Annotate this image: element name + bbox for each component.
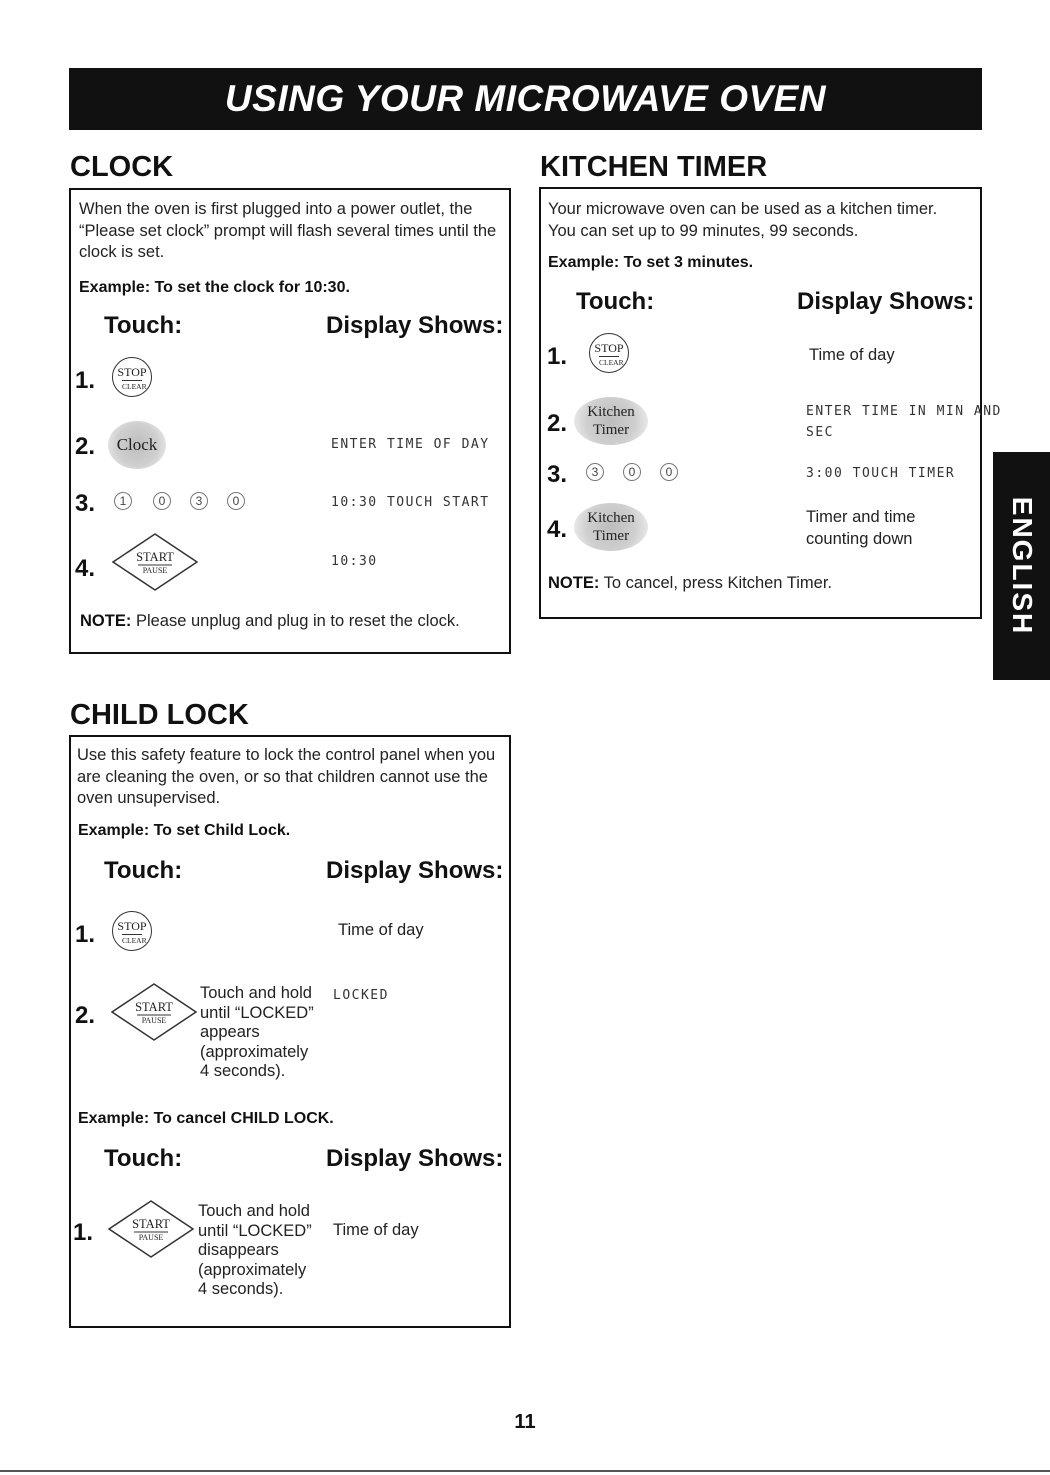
child-lock-example-set: Example: To set Child Lock. (78, 822, 291, 839)
start-pause-button[interactable] (111, 983, 197, 1041)
start-pause-button[interactable] (108, 1200, 194, 1258)
stop-label: STOP (117, 919, 147, 933)
kitchen-timer-note (548, 574, 832, 593)
instruction-line: (approximately (198, 1260, 307, 1279)
clock-title: CLOCK (70, 151, 174, 183)
child-lock-touch-head: Touch: (104, 857, 183, 884)
instruction-line: Touch and hold (198, 1202, 310, 1220)
kitchen-timer-touch-head: Touch: (576, 288, 655, 315)
clock-note-label: NOTE: (80, 612, 132, 630)
timer-label: Timer (592, 528, 630, 544)
kitchen-step-2-display-line1: ENTER TIME IN MIN AND (806, 404, 1002, 419)
clock-step-3-number: 3. (75, 490, 96, 517)
bottom-rule (0, 1470, 1050, 1472)
kitchen-step-4-display-line2: counting down (806, 530, 913, 548)
kitchen-note-label: NOTE: (548, 574, 600, 592)
kitchen-timer-example: Example: To set 3 minutes. (548, 254, 754, 271)
child-set-step-2-instructions (200, 984, 314, 1082)
stop-clear-button[interactable] (589, 333, 629, 373)
kitchen-step-4-display-line1: Timer and time (806, 508, 916, 526)
start-label: START (132, 1217, 170, 1231)
kitchen-step-1-number: 1. (547, 343, 568, 370)
clock-note (80, 612, 460, 631)
start-label: START (135, 1000, 173, 1014)
digit-0-button[interactable]: 0 (623, 463, 641, 481)
clear-label: CLEAR (122, 382, 147, 391)
child-set-step-1-number: 1. (75, 921, 96, 948)
clear-label: CLEAR (599, 358, 624, 367)
kitchen-timer-intro: Your microwave oven can be used as a kitchen timer. You can set up to 99 minutes, 99 seconds. (548, 200, 938, 240)
kitchen-step-2-display-line2: SEC (806, 425, 834, 440)
start-pause-button[interactable] (112, 533, 198, 591)
digit-3-button[interactable]: 3 (190, 492, 208, 510)
kitchen-step-2-number: 2. (547, 410, 568, 437)
kitchen-step-1-display: Time of day (809, 346, 895, 364)
instruction-line: 4 seconds). (198, 1280, 284, 1298)
instruction-line: Touch and hold (200, 984, 312, 1002)
child-cancel-step-1-display: Time of day (333, 1221, 419, 1239)
kitchen-step-4-number: 4. (547, 516, 568, 543)
digit-0-button[interactable]: 0 (660, 463, 678, 481)
language-tab-label: ENGLISH (1006, 496, 1038, 636)
digit-0-button[interactable]: 0 (227, 492, 245, 510)
kitchen-timer-title: KITCHEN TIMER (540, 151, 768, 183)
timer-label: Timer (592, 422, 630, 438)
instruction-line: until “LOCKED” (200, 1003, 314, 1022)
clock-display-head: Display Shows: (326, 312, 504, 339)
instruction-line: (approximately (200, 1042, 309, 1061)
kitchen-timer-button[interactable] (574, 397, 648, 445)
clock-intro: When the oven is first plugged into a power outlet, the “Please set clock” prompt will flash several times until the clock is set. (79, 200, 497, 261)
child-lock-intro: Use this safety feature to lock the control panel when you are cleaning the oven, or so that children cannot use the oven unsupervised. (77, 746, 496, 807)
kitchen-label: Kitchen (587, 510, 635, 526)
kitchen-timer-display-head: Display Shows: (797, 288, 975, 315)
stop-label: STOP (117, 365, 147, 379)
stop-clear-button[interactable] (112, 911, 152, 951)
clock-step-4-number: 4. (75, 555, 96, 582)
instruction-line: disappears (198, 1241, 279, 1259)
child-lock-display-head: Display Shows: (326, 857, 504, 884)
digit-0-button[interactable]: 0 (153, 492, 171, 510)
stop-label: STOP (594, 341, 624, 355)
instruction-line: 4 seconds). (200, 1062, 286, 1080)
kitchen-label: Kitchen (587, 404, 635, 420)
clock-button[interactable]: Clock (108, 421, 166, 469)
child-cancel-step-1-number: 1. (73, 1219, 94, 1246)
digit-3-button[interactable]: 3 (586, 463, 604, 481)
clear-label: CLEAR (122, 936, 147, 945)
child-set-step-2-number: 2. (75, 1002, 96, 1029)
kitchen-step-3-number: 3. (547, 461, 568, 488)
start-label: START (136, 550, 174, 564)
clock-touch-head: Touch: (104, 312, 183, 339)
child-lock-cancel-touch-head: Touch: (104, 1145, 183, 1172)
child-cancel-step-1-instructions (198, 1202, 312, 1300)
clock-step-2-display: ENTER TIME OF DAY (331, 437, 490, 452)
digit-1-button[interactable]: 1 (114, 492, 132, 510)
stop-clear-button[interactable] (112, 357, 152, 397)
child-set-step-1-display: Time of day (338, 921, 424, 939)
clock-step-4-display: 10:30 (331, 554, 378, 569)
page-banner: USING YOUR MICROWAVE OVEN (69, 68, 982, 130)
kitchen-timer-button[interactable] (574, 503, 648, 551)
pause-label: PAUSE (141, 1016, 167, 1025)
child-lock-example-cancel: Example: To cancel CHILD LOCK. (78, 1110, 334, 1127)
pause-label: PAUSE (142, 566, 168, 575)
pause-label: PAUSE (138, 1233, 164, 1242)
clock-example: Example: To set the clock for 10:30. (79, 279, 350, 296)
clock-step-3-display: 10:30 TOUCH START (331, 495, 490, 510)
clock-step-2-number: 2. (75, 433, 96, 460)
instruction-line: until “LOCKED” (198, 1221, 312, 1240)
kitchen-step-3-display: 3:00 TOUCH TIMER (806, 466, 956, 481)
language-tab (993, 452, 1050, 680)
child-lock-cancel-display-head: Display Shows: (326, 1145, 504, 1172)
kitchen-note-text: To cancel, press Kitchen Timer. (603, 574, 832, 592)
child-lock-title: CHILD LOCK (70, 699, 249, 731)
instruction-line: appears (200, 1023, 260, 1041)
clock-note-text: Please unplug and plug in to reset the clock. (135, 612, 460, 630)
child-set-step-2-display: LOCKED (333, 988, 389, 1003)
clock-step-1-number: 1. (75, 367, 96, 394)
page-number: 11 (514, 1411, 536, 1433)
